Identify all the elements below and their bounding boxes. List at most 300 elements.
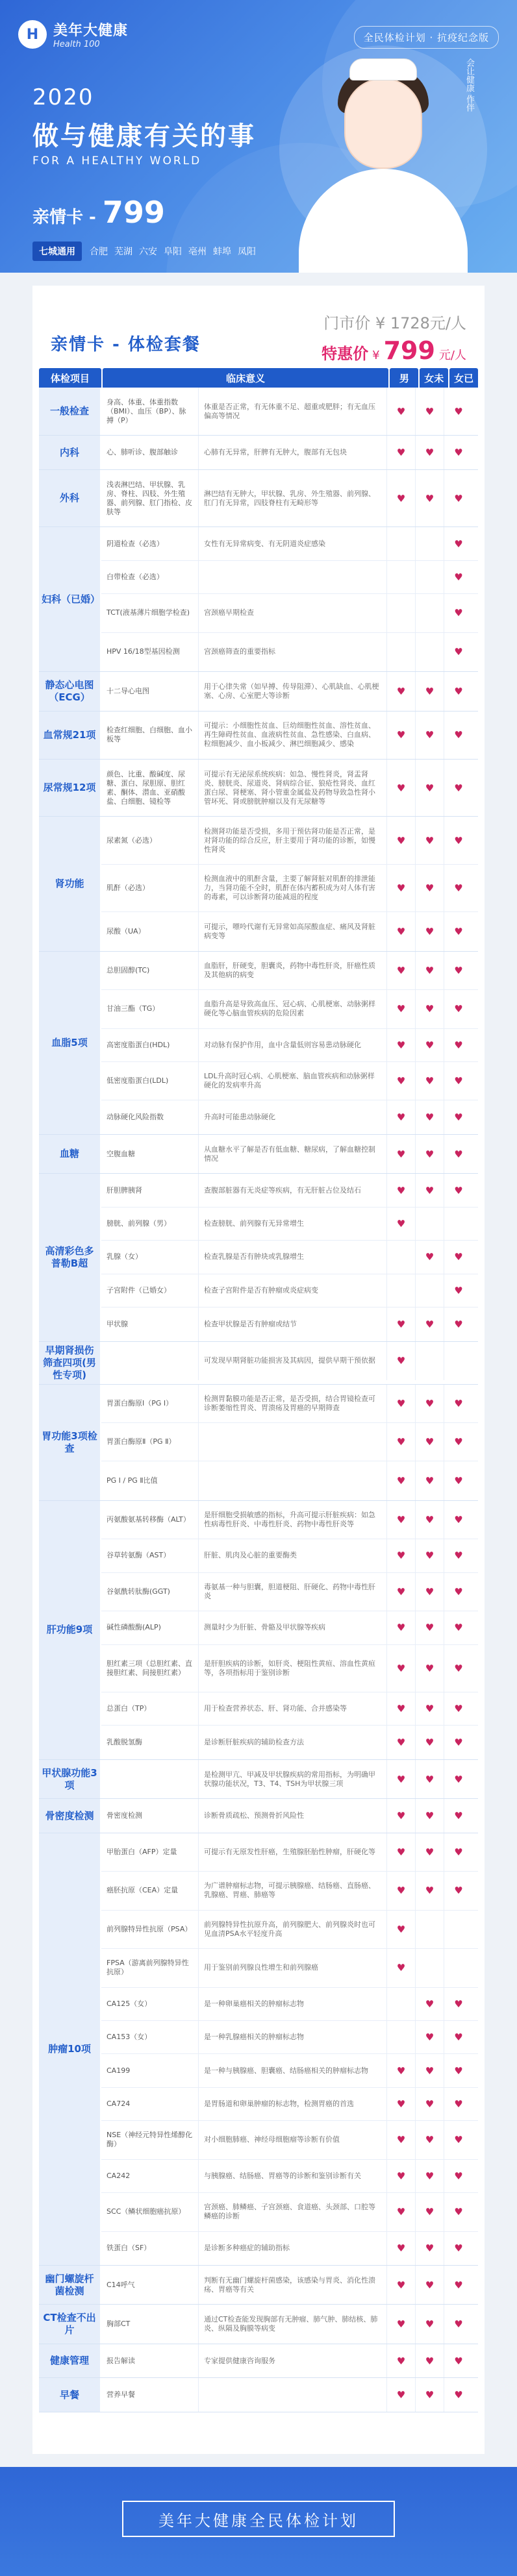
table-row [101, 1342, 478, 1380]
table-row [101, 1029, 478, 1062]
row-item: 肌酐（必选） [101, 865, 199, 911]
header-male: 男 [390, 368, 418, 388]
heart-icon: ♥ [416, 2054, 444, 2087]
heart-icon: ♥ [454, 492, 463, 504]
row-meaning: 专家提供健康咨询服务 [199, 2344, 387, 2377]
logo-name: 美年大健康 [53, 23, 129, 39]
city-name: 蚌埠 [213, 247, 231, 257]
city-list [90, 245, 262, 258]
heart-icon: ♥ [387, 952, 416, 989]
heart-icon: ♥ [387, 712, 416, 759]
heart-icon [416, 1911, 444, 1948]
row-item: 营养早餐 [101, 2378, 199, 2411]
heart-icon: ♥ [454, 1550, 463, 1562]
row-meaning: 宫颈癌早期检查 [199, 594, 387, 632]
heart-icon: ♥ [416, 1174, 444, 1206]
table-group [39, 1342, 478, 1385]
heart-icon: ♥ [454, 1662, 463, 1674]
heart-icon: ♥ [454, 685, 463, 697]
table-row [101, 1423, 478, 1461]
heart-icon [416, 1208, 444, 1240]
row-meaning [199, 1461, 387, 1500]
table-header [39, 368, 478, 388]
heart-icon: ♥ [416, 2088, 444, 2120]
row-item: 膀胱、前列腺（男） [101, 1208, 199, 1240]
heart-icon: ♥ [387, 470, 416, 526]
table-group [39, 2378, 478, 2412]
heart-icon: ♥ [454, 1622, 463, 1634]
heart-icon: ♥ [454, 2318, 463, 2331]
heart-icon: ♥ [416, 2160, 444, 2192]
table-row [101, 1100, 478, 1133]
row-meaning: 心肺有无异常，肝脾有无肿大，腹部有无包块 [199, 436, 387, 469]
table-row [101, 561, 478, 594]
original-price-value: ¥ 1728元/人 [375, 314, 466, 332]
table-row [101, 1833, 478, 1872]
heart-icon: ♥ [387, 388, 416, 435]
heart-icon [387, 1274, 416, 1307]
heart-icon: ♥ [416, 2378, 444, 2411]
row-item: 报告解读 [101, 2344, 199, 2377]
row-meaning: 可提示：小细胞性贫血、巨幼细胞性贫血、溶性贫血、再生障碍性贫血、血液病性贫血、急性感染、白血病、粒细胞减少、血小板减少、淋巴细胞减少、感染 [199, 712, 387, 759]
heart-icon: ♥ [416, 1692, 444, 1725]
heart-icon: ♥ [416, 1062, 444, 1100]
cities-row [32, 242, 262, 261]
heart-icon: ♥ [454, 2242, 463, 2255]
city-name: 亳州 [188, 247, 207, 257]
row-item: 癌胚抗原（CEA）定量 [101, 1872, 199, 1909]
heart-icon: ♥ [454, 1003, 463, 1015]
group-category: 甲状腺功能3项 [39, 1760, 101, 1798]
heart-icon: ♥ [387, 1423, 416, 1461]
heart-icon: ♥ [416, 2232, 444, 2265]
heart-icon: ♥ [454, 1773, 463, 1785]
heart-icon: ♥ [416, 712, 444, 759]
heart-icon: ♥ [454, 1998, 463, 2010]
heart-icon: ♥ [416, 1241, 444, 1273]
heart-icon: ♥ [454, 1846, 463, 1858]
heart-icon: ♥ [416, 1501, 444, 1539]
city-name: 凤阳 [238, 247, 256, 257]
row-meaning [199, 561, 387, 593]
heart-icon: ♥ [416, 1726, 444, 1759]
row-meaning: 可提示有无原发性肝癌，生殖腺胚胎性肿瘤，肝硬化等 [199, 1833, 387, 1871]
table-row [101, 1385, 478, 1423]
brand-logo [18, 19, 128, 49]
sale-price [322, 336, 466, 365]
row-item: 总胆固醇(TC) [101, 952, 199, 989]
campaign-badge: 全民体检计划 · 抗疫纪念版 [354, 26, 499, 49]
sale-price-value: 799 [383, 336, 435, 365]
table-row [101, 2266, 478, 2304]
row-item: 子宫附件（已婚女） [101, 1274, 199, 1307]
row-item: CA199 [101, 2054, 199, 2087]
table-group [39, 388, 478, 436]
row-meaning: 毒氨基一种与胆囊，胆道梗阻、肝硬化、药物中毒性肝炎 [199, 1573, 387, 1611]
table-row [101, 527, 478, 560]
heart-icon: ♥ [454, 1284, 463, 1296]
logo-icon: H [18, 20, 47, 49]
table-row [101, 912, 478, 950]
table-group [39, 712, 478, 760]
heart-icon [387, 594, 416, 632]
table-row [101, 1911, 478, 1949]
heart-icon: ♥ [387, 2378, 416, 2411]
heart-icon: ♥ [387, 2266, 416, 2304]
heart-icon: ♥ [416, 952, 444, 989]
heart-icon: ♥ [454, 882, 463, 895]
table-row [101, 594, 478, 632]
heart-icon: ♥ [454, 1514, 463, 1526]
heart-icon: ♥ [387, 1342, 416, 1380]
row-item: NSE（神经元特异性烯醇化酶） [101, 2121, 199, 2159]
table-row [101, 2232, 478, 2265]
footer-slogan: 美年大健康全民体检计划 [122, 2501, 395, 2537]
table-group [39, 470, 478, 527]
city-name: 合肥 [90, 247, 108, 257]
heart-icon [416, 594, 444, 632]
heart-icon: ♥ [387, 1208, 416, 1240]
heart-icon: ♥ [387, 1385, 416, 1422]
table-row [101, 2378, 478, 2411]
header-item: 体检项目 [39, 368, 101, 388]
row-meaning [199, 1423, 387, 1461]
row-meaning: 对动脉有保护作用，血中含量低则容易患动脉硬化 [199, 1029, 387, 1061]
header-title: 做与健康有关的事 [32, 121, 256, 151]
heart-icon: ♥ [416, 1988, 444, 2020]
city-name: 芜湖 [114, 247, 132, 257]
table-group [39, 672, 478, 711]
row-item: 尿酸（UA） [101, 912, 199, 950]
row-meaning: 体重是否正常，有无体重不足、超重或肥胖；有无血压偏高等情况 [199, 388, 387, 435]
table-row [101, 2121, 478, 2159]
heart-icon [387, 1241, 416, 1273]
table-group [39, 2344, 478, 2378]
row-item: 骨密度检测 [101, 1799, 199, 1832]
heart-icon [416, 527, 444, 560]
row-item: 颜色、比重、酸碱度、尿糖、蛋白、尿胆原、胆红素、酮体、潜血、亚硝酸盐、白细胞、镜检等 [101, 760, 199, 816]
heart-icon: ♥ [387, 2088, 416, 2120]
heart-icon: ♥ [387, 1539, 416, 1572]
heart-icon: ♥ [387, 1461, 416, 1500]
row-meaning: 升高时可能患动脉硬化 [199, 1100, 387, 1133]
row-meaning: 判断有无幽门螺旋杆菌感染，该感染与胃炎、消化性溃疡、胃癌等有关 [199, 2266, 387, 2304]
heart-icon [444, 1342, 473, 1380]
table-row [101, 2305, 478, 2343]
table-row [101, 2054, 478, 2087]
row-meaning: 是诊断多种癌症的辅助指标 [199, 2232, 387, 2265]
heart-icon: ♥ [454, 1039, 463, 1051]
original-price-label: 门市价 [323, 314, 371, 332]
row-meaning: 血脂肝，肝硬变，胆囊炎，药物中毒性肝炎，肝癌性质及其他病的病变 [199, 952, 387, 989]
heart-icon: ♥ [454, 1111, 463, 1124]
heart-icon [416, 1342, 444, 1380]
heart-icon: ♥ [387, 2054, 416, 2087]
heart-icon: ♥ [387, 2344, 416, 2377]
sale-price-label: 特惠价 [322, 345, 369, 363]
table-row [101, 1501, 478, 1539]
heart-icon: ♥ [454, 782, 463, 794]
row-meaning: 肝脏、肌肉及心脏的重要酶类 [199, 1539, 387, 1572]
heart-icon: ♥ [454, 2031, 463, 2044]
card-price-value: 799 [102, 195, 165, 230]
heart-icon: ♥ [416, 2344, 444, 2377]
heart-icon: ♥ [416, 1423, 444, 1461]
row-item: FPSA（游离前列腺特异性抗原） [101, 1949, 199, 1987]
heart-icon: ♥ [454, 1585, 463, 1598]
heart-icon: ♥ [416, 1611, 444, 1644]
row-item: 胃蛋白酶原Ⅰ（PG Ⅰ） [101, 1385, 199, 1422]
table-group [39, 1501, 478, 1760]
table-row [101, 2344, 478, 2377]
heart-icon: ♥ [454, 2355, 463, 2367]
row-item: 白带检查（必选） [101, 561, 199, 593]
table-row [101, 1208, 478, 1241]
heart-icon [387, 1988, 416, 2020]
row-meaning: 通过CT检查能发现胸部有无肿瘤、肺气肿、肺结核、肺炎、纵隔及胸膜等病变 [199, 2305, 387, 2343]
row-item: C14呼气 [101, 2266, 199, 2304]
group-category: 血糖 [39, 1135, 101, 1173]
heart-icon: ♥ [416, 672, 444, 710]
heart-icon: ♥ [454, 925, 463, 937]
row-meaning: 可提示，嘌呤代谢有无异常如高尿酸血症、痛风及肾脏病变等 [199, 912, 387, 950]
table-row [101, 1062, 478, 1100]
heart-icon: ♥ [454, 1318, 463, 1330]
table-row [101, 1539, 478, 1572]
row-meaning: 检测血液中的肌酐含量，主要了解肾脏对肌酐的排泄能力，当肾功能不全时，肌酐在体内蓄积成为对人体有害的毒素，可以诊断肾功能减退的程度 [199, 865, 387, 911]
row-meaning: 淋巴结有无肿大，甲状腺、乳房、外生殖器、前列腺、肛门有无异常，四肢脊柱有无畸形等 [199, 470, 387, 526]
heart-icon: ♥ [387, 1692, 416, 1725]
heart-icon: ♥ [387, 817, 416, 863]
heart-icon: ♥ [387, 2121, 416, 2159]
table-row [101, 1799, 478, 1832]
row-item: 动脉硬化风险指数 [101, 1100, 199, 1133]
row-item: 乳酸脱氢酶 [101, 1726, 199, 1759]
heart-icon: ♥ [454, 2098, 463, 2111]
heart-icon: ♥ [387, 1645, 416, 1692]
heart-icon: ♥ [416, 2305, 444, 2343]
table-row [101, 1949, 478, 1987]
row-meaning: 检查甲状腺是否有肿瘤或结节 [199, 1307, 387, 1341]
row-item: CA724 [101, 2088, 199, 2120]
row-meaning [199, 2378, 387, 2411]
heart-icon [416, 633, 444, 671]
doctor-speech: 会让健康 作伴 [464, 58, 474, 112]
group-category: 早餐 [39, 2378, 101, 2411]
row-item: 甲胎蛋白（AFP）定量 [101, 1833, 199, 1871]
heart-icon: ♥ [387, 1029, 416, 1061]
row-item: 铁蛋白（SF） [101, 2232, 199, 2265]
heart-icon: ♥ [416, 436, 444, 469]
heart-icon: ♥ [387, 1307, 416, 1341]
heart-icon: ♥ [416, 2193, 444, 2231]
heart-icon: ♥ [387, 1611, 416, 1644]
heart-icon: ♥ [387, 865, 416, 911]
heart-icon: ♥ [416, 1799, 444, 1832]
group-category: 肿瘤10项 [39, 1833, 101, 2265]
row-meaning: 用于检查营养状态、肝、肾功能、合并感染等 [199, 1692, 387, 1725]
header-banner [0, 0, 517, 273]
header-year: 2020 [32, 84, 94, 110]
row-meaning: 与胰腺癌、结肠癌、胃癌等的诊断和鉴别诊断有关 [199, 2160, 387, 2192]
row-item: 甘油三酯（TG） [101, 990, 199, 1028]
heart-icon: ♥ [387, 2232, 416, 2265]
heart-icon: ♥ [387, 1135, 416, 1173]
heart-icon: ♥ [416, 2021, 444, 2053]
heart-icon: ♥ [387, 2160, 416, 2192]
table-group [39, 952, 478, 1135]
group-category: 肝功能9项 [39, 1501, 101, 1759]
table-row [101, 1872, 478, 1910]
row-item: 十二导心电图 [101, 672, 199, 710]
table-row [101, 1461, 478, 1500]
group-category: 肾功能 [39, 817, 101, 950]
row-item: TCT(液基薄片细胞学检查) [101, 594, 199, 632]
group-category: 胃功能3项检查 [39, 1385, 101, 1500]
heart-icon: ♥ [454, 1885, 463, 1897]
heart-icon: ♥ [454, 1737, 463, 1749]
table-row [101, 436, 478, 469]
heart-icon: ♥ [416, 760, 444, 816]
row-meaning: 查腹部脏器有无炎症等疾病，有无肝脏占位及结石 [199, 1174, 387, 1206]
row-meaning: 可发现早期肾脏功能损害及其病因，提供早期干预依据 [199, 1342, 387, 1380]
row-meaning: 用于鉴别前列腺良性增生和前列腺癌 [199, 1949, 387, 1987]
row-item: 阴道检查（必选） [101, 527, 199, 560]
row-meaning: 宫颈癌、肺鳞癌、子宫颈癌、食道癌、头颈部、口腔等鳞癌的诊断 [199, 2193, 387, 2231]
row-item: SCC（鳞状细胞癌抗原） [101, 2193, 199, 2231]
heart-icon: ♥ [416, 1135, 444, 1173]
heart-icon: ♥ [454, 2279, 463, 2291]
heart-icon: ♥ [387, 912, 416, 950]
row-meaning: 是胃肠道和卵巢肿瘤的标志物，检测胃癌的首选 [199, 2088, 387, 2120]
row-meaning: 是肝胆疾病的诊断，如肝炎、梗阻性黄疸、溶血性黄疸等，各项指标用于鉴别诊断 [199, 1645, 387, 1692]
heart-icon: ♥ [454, 405, 463, 417]
row-meaning: 是一种卵巢癌相关的肿瘤标志物 [199, 1988, 387, 2020]
group-category: 早期肾损伤筛查四项(男性专项) [39, 1342, 101, 1384]
header-subtitle: FOR A HEALTHY WORLD [32, 155, 202, 167]
row-meaning: 检查子宫附件是否有肿瘤或炎症病变 [199, 1274, 387, 1307]
heart-icon: ♥ [387, 1833, 416, 1871]
group-category: 静态心电图（ECG） [39, 672, 101, 710]
header-female-married: 女已 [449, 368, 478, 388]
heart-icon [387, 561, 416, 593]
table-body [39, 388, 478, 2412]
header-female-unmarried: 女未 [420, 368, 448, 388]
row-item: 谷氨酰转肽酶(GGT) [101, 1573, 199, 1611]
heart-icon [416, 1949, 444, 1987]
table-row [101, 1760, 478, 1798]
row-item: 心、肺听诊、腹部触诊 [101, 436, 199, 469]
footer [0, 2467, 517, 2576]
table-row [101, 1611, 478, 1644]
table-row [101, 1307, 478, 1341]
package-table [39, 368, 478, 2412]
heart-icon: ♥ [387, 760, 416, 816]
group-category: 健康管理 [39, 2344, 101, 2377]
table-row [101, 388, 478, 435]
row-meaning: 是检测甲亢、甲减及甲状腺疾病的常用指标，为明确甲状腺功能状况，T3、T4、TSH为甲状腺三项 [199, 1760, 387, 1798]
row-meaning: 宫颈癌筛查的重要指标 [199, 633, 387, 671]
heart-icon: ♥ [416, 1029, 444, 1061]
heart-icon: ♥ [416, 1573, 444, 1611]
table-row [101, 1645, 478, 1692]
table-row [101, 2160, 478, 2193]
group-category: 尿常规12项 [39, 760, 101, 816]
row-item: 低密度脂蛋白(LDL) [101, 1062, 199, 1100]
table-group [39, 1135, 478, 1174]
heart-icon: ♥ [416, 1872, 444, 1909]
row-meaning: 检测胃黏膜功能是否正常，是否受损，结合胃镜检查可诊断萎缩性胃炎、胃溃疡及胃癌的早期筛查 [199, 1385, 387, 1422]
heart-icon: ♥ [454, 1397, 463, 1409]
heart-icon: ♥ [416, 388, 444, 435]
table-group [39, 817, 478, 951]
row-meaning: 前列腺特异性抗原升高，前列腺肥大、前列腺炎时也可见血清PSA水平轻度升高 [199, 1911, 387, 1948]
group-category: 高清彩色多普勒B超 [39, 1174, 101, 1341]
row-meaning: 是诊断肝脏疾病的辅助检查方法 [199, 1726, 387, 1759]
heart-icon: ♥ [416, 990, 444, 1028]
table-group [39, 2305, 478, 2344]
group-category: 外科 [39, 470, 101, 526]
row-item: 总蛋白（TP） [101, 1692, 199, 1725]
row-meaning: LDL升高时冠心病、心肌梗塞、脑血管疾病和动脉粥样硬化的发病率升高 [199, 1062, 387, 1100]
sale-currency: ¥ [372, 349, 380, 362]
heart-icon: ♥ [416, 1385, 444, 1422]
heart-icon: ♥ [387, 1100, 416, 1133]
table-row [101, 2193, 478, 2231]
row-meaning: 检测肾功能是否受损，多用于预估肾功能是否正常，是对肾功能的综合反应，肝主要用于肾功能的诊断，如慢性肾炎 [199, 817, 387, 863]
heart-icon: ♥ [387, 990, 416, 1028]
table-row [101, 1274, 478, 1307]
table-group [39, 1833, 478, 2266]
header-meaning: 临床意义 [103, 368, 389, 388]
table-row [101, 1241, 478, 1274]
row-item: 谷草转氨酶（AST） [101, 1539, 199, 1572]
table-row [101, 1692, 478, 1726]
heart-icon: ♥ [387, 1760, 416, 1798]
heart-icon: ♥ [416, 1307, 444, 1341]
row-item: 尿素氮（必选） [101, 817, 199, 863]
row-item: HPV 16/18型基因检测 [101, 633, 199, 671]
row-item: 浅表淋巴结、甲状腺、乳房、脊柱、四肢、外生殖器、前列腺、肛门指检、皮肤等 [101, 470, 199, 526]
row-meaning: 从血糖水平了解是否有低血糖、糖尿病，了解血糖控制情况 [199, 1135, 387, 1173]
table-row [101, 760, 478, 816]
heart-icon [444, 1911, 473, 1948]
row-meaning: 是一种乳腺癌相关的肿瘤标志物 [199, 2021, 387, 2053]
card-label: 亲情卡 - [32, 208, 96, 227]
table-row [101, 1174, 478, 1207]
group-category: CT检查不出片 [39, 2305, 101, 2343]
heart-icon: ♥ [454, 1184, 463, 1196]
row-item: CA125（女） [101, 1988, 199, 2020]
row-item: 肝胆脾胰肾 [101, 1174, 199, 1206]
table-row [101, 1573, 478, 1611]
heart-icon: ♥ [454, 2064, 463, 2077]
heart-icon: ♥ [454, 538, 463, 550]
heart-icon [387, 527, 416, 560]
row-item [101, 1760, 199, 1798]
heart-icon: ♥ [454, 729, 463, 741]
heart-icon [444, 1949, 473, 1987]
heart-icon: ♥ [454, 607, 463, 619]
heart-icon: ♥ [387, 2305, 416, 2343]
row-meaning: 是一种与胰腺癌、胆囊癌、结肠癌相关的肿瘤标志物 [199, 2054, 387, 2087]
row-meaning: 为广谱肿瘤标志物，可提示胰腺癌、结肠癌、直肠癌、乳腺癌、胃癌、肺癌等 [199, 1872, 387, 1909]
heart-icon: ♥ [454, 1475, 463, 1487]
table-row [101, 865, 478, 912]
table-row [101, 633, 478, 671]
heart-icon: ♥ [416, 1760, 444, 1798]
heart-icon: ♥ [454, 2389, 463, 2401]
